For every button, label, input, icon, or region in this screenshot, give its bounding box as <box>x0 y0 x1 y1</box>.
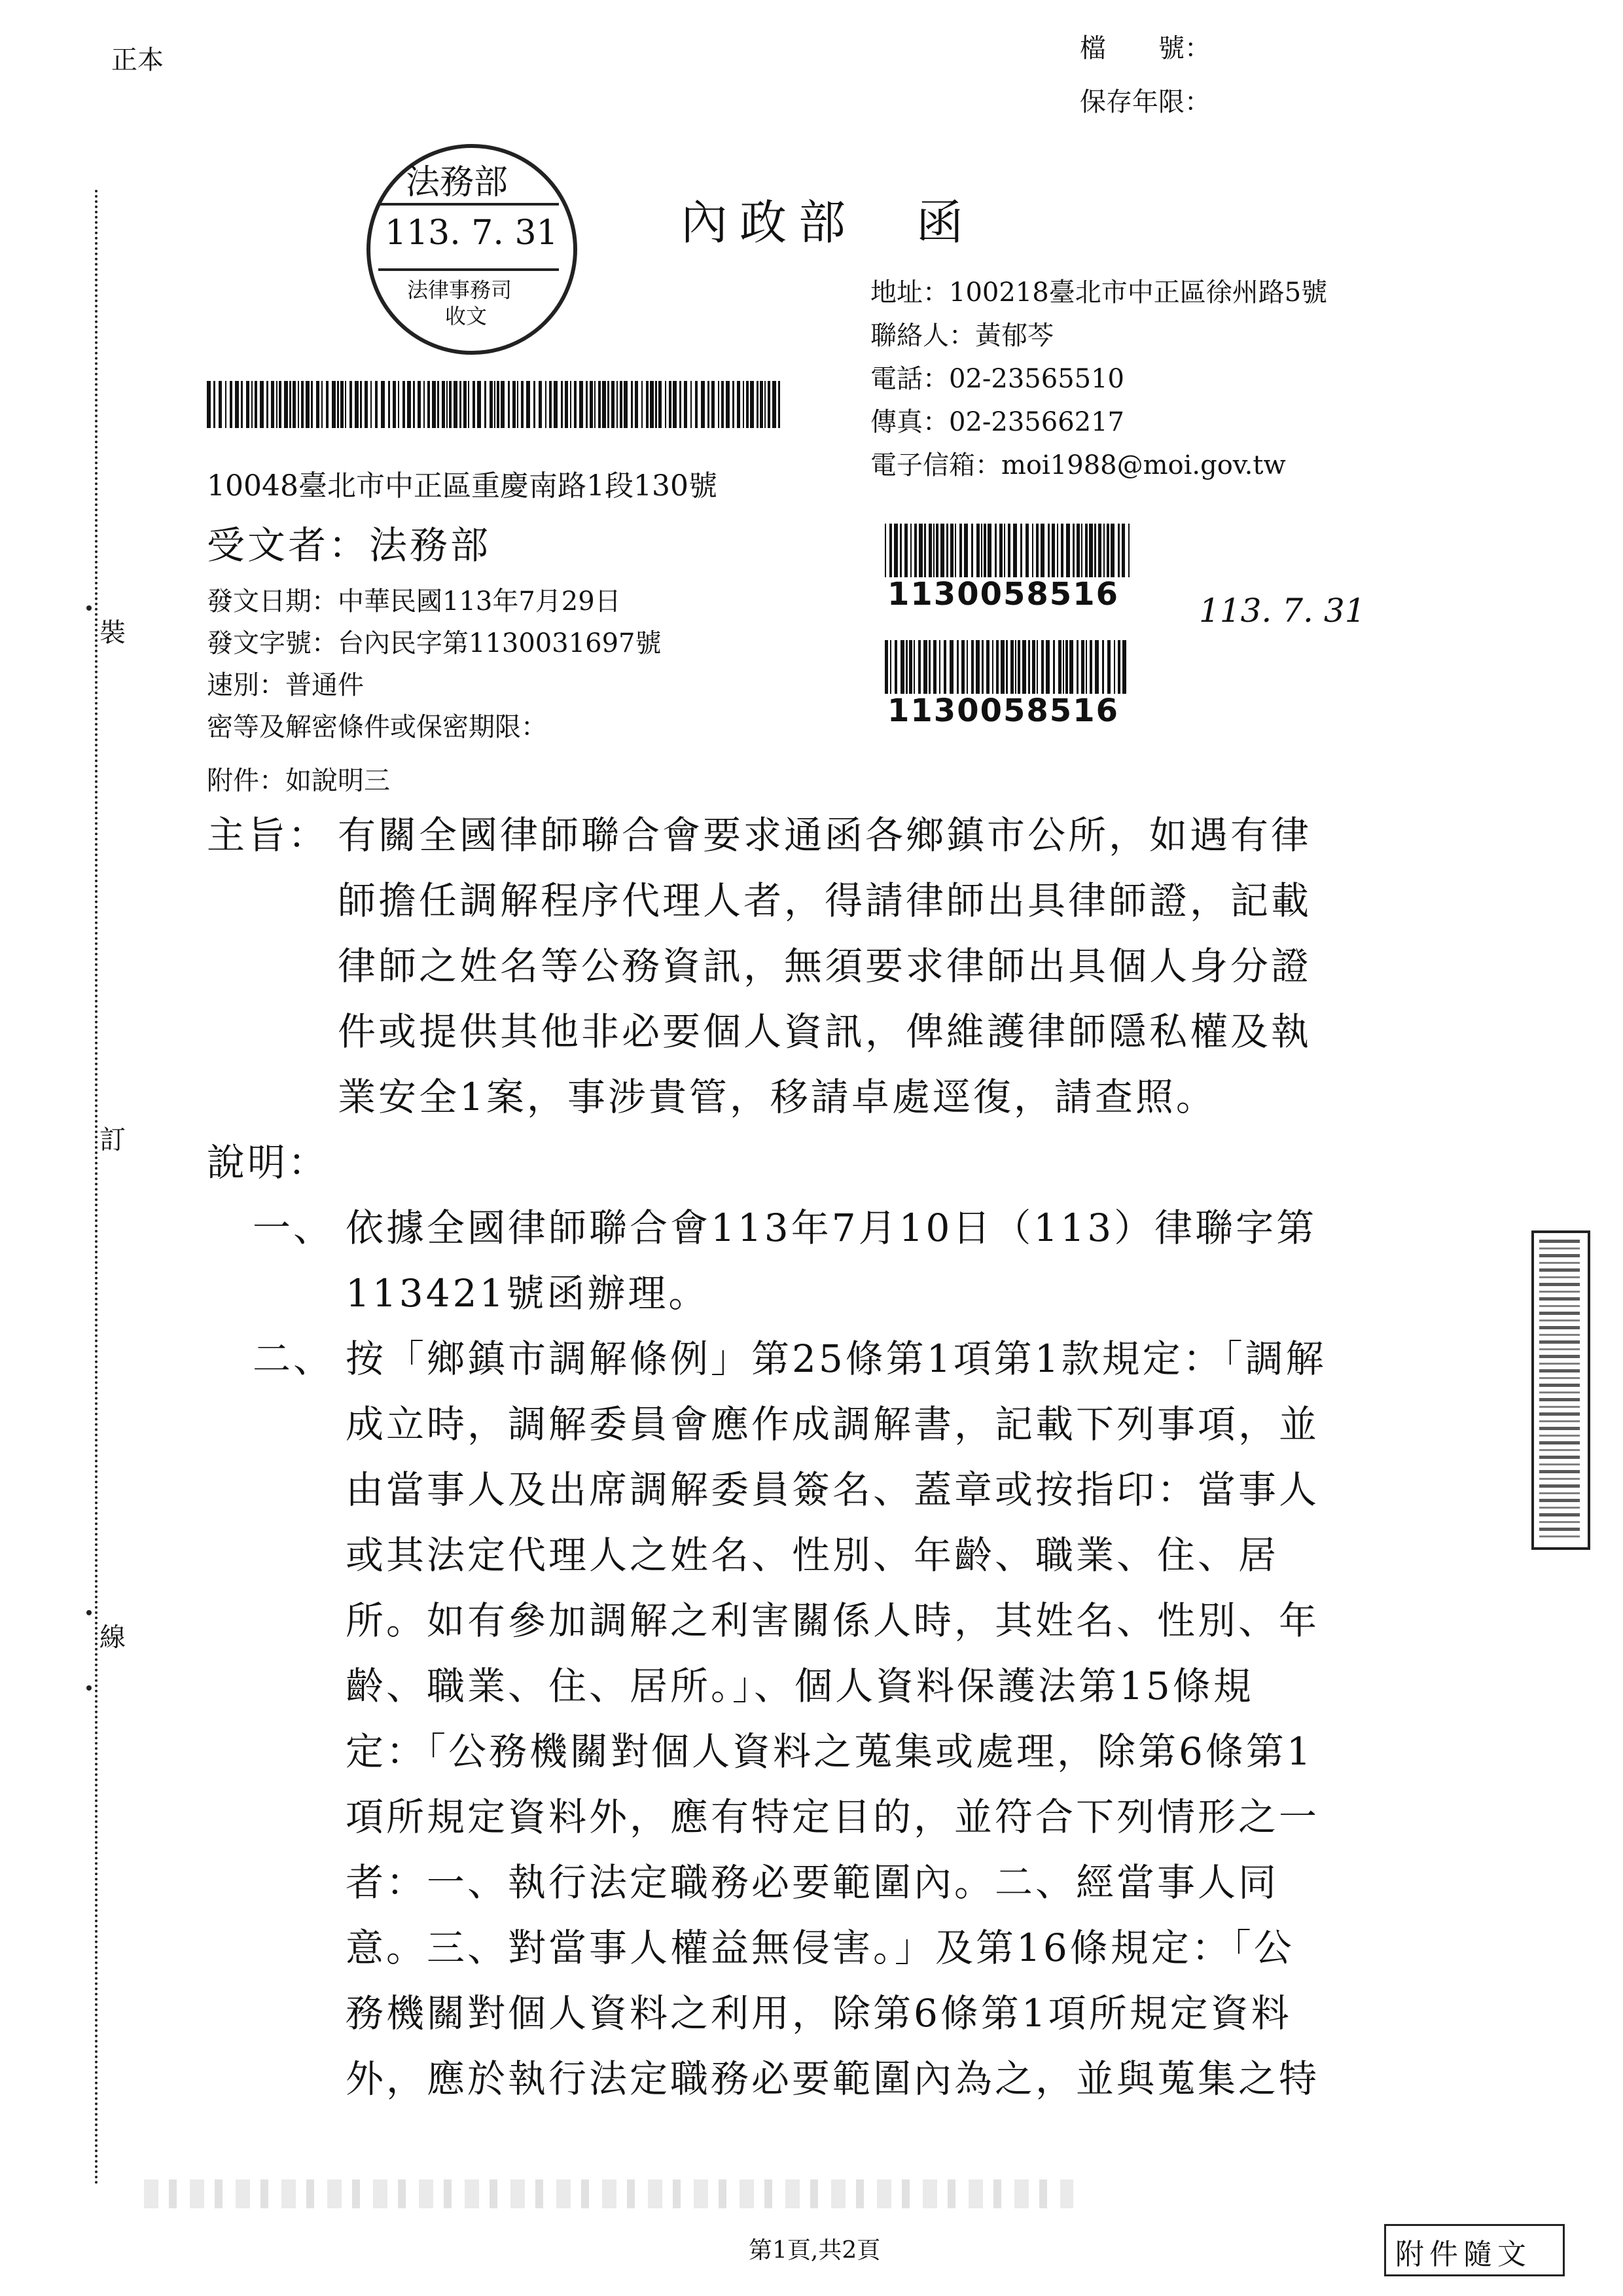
barcode-bar <box>598 381 601 428</box>
barcode-bar <box>635 381 638 428</box>
barcode-bar <box>586 381 588 428</box>
barcode-bar <box>1086 640 1087 694</box>
barcode-bar <box>463 381 467 428</box>
barcode-bar <box>442 381 445 428</box>
barcode-bar <box>388 381 390 428</box>
barcode-bar <box>1107 524 1109 577</box>
barcode-bar <box>490 381 493 428</box>
barcode-bar <box>570 381 571 428</box>
explanation-line: 或其法定代理人之姓名、性別、年齡、職業、住、居 <box>346 1533 1279 1577</box>
barcode-bar <box>521 381 524 428</box>
barcode-bar <box>402 381 405 428</box>
stamp-date: 113. 7. 31 <box>385 213 558 253</box>
stamp-divider <box>378 268 559 271</box>
barcode-bar <box>326 381 329 428</box>
barcode-bar <box>894 524 898 577</box>
barcode-bar <box>1041 524 1044 577</box>
barcode-bar <box>533 381 535 428</box>
barcode-bar <box>914 640 915 694</box>
barcode-bar <box>918 640 921 694</box>
barcode-bar <box>768 381 770 428</box>
barcode-bar <box>658 381 662 428</box>
barcode-bar <box>484 381 486 428</box>
explanation-line: 定：「公務機關對個人資料之蒐集或處理，除第6條第1 <box>346 1729 1313 1774</box>
barcode-bar <box>746 381 749 428</box>
barcode-bar <box>1102 640 1104 694</box>
page-number: 第1頁,共2頁 <box>749 2237 881 2264</box>
handwritten-receipt-date: 113. 7. 31 <box>1199 592 1366 630</box>
barcode-bar <box>906 640 908 694</box>
barcode-bar <box>1046 640 1050 694</box>
binding-dotted-line <box>95 190 98 2186</box>
barcode-bar <box>946 524 948 577</box>
barcode-bar <box>950 640 954 694</box>
barcode-bar <box>454 381 457 428</box>
binding-mark-zhuang: 裝 <box>99 612 126 649</box>
barcode-bar <box>1118 524 1120 577</box>
barcode-bar <box>624 381 628 428</box>
barcode-bar <box>1089 524 1093 577</box>
barcode-bar <box>1004 524 1005 577</box>
binding-dot <box>86 1685 92 1691</box>
barcode-bar <box>1020 524 1022 577</box>
barcode-bar <box>988 524 991 577</box>
barcode-bar <box>1094 524 1096 577</box>
barcode-bar <box>494 381 495 428</box>
barcode-bar <box>602 381 606 428</box>
barcode-bar <box>473 381 475 428</box>
barcode-bar <box>764 381 766 428</box>
barcode-bar <box>1006 640 1008 694</box>
barcode-bar <box>929 640 931 694</box>
subject-label: 主旨： <box>207 813 329 857</box>
subject-line: 律師之姓名等公務資訊，無須要求律師出具個人身分證 <box>338 944 1312 988</box>
explanation-line: 由當事人及出席調解委員簽名、蓋章或按指印：當事人 <box>346 1467 1320 1512</box>
barcode-bar <box>976 524 980 577</box>
barcode-bar <box>235 381 239 428</box>
barcode-bar <box>561 381 563 428</box>
barcode-bar <box>219 381 222 428</box>
barcode-bar <box>904 524 908 577</box>
barcode-bar <box>365 381 368 428</box>
barcode-bar <box>711 381 715 428</box>
barcode-bar <box>933 640 936 694</box>
barcode-bar <box>1058 640 1061 694</box>
sender-phone: 電話：02-23565510 <box>870 364 1125 394</box>
barcode-bar <box>1077 524 1080 577</box>
explanation-line: 齡、職業、住、居所。」、個人資料保護法第15條規 <box>346 1664 1254 1708</box>
barcode-bar <box>1008 524 1010 577</box>
barcode-bar <box>964 524 968 577</box>
barcode-bar <box>539 381 542 428</box>
barcode-bar <box>737 381 740 428</box>
barcode-bar <box>1013 524 1017 577</box>
receipt-barcode-number-1: 1130058516 <box>887 576 1119 613</box>
attachment-stamp-text: 附件隨文 <box>1395 2238 1531 2271</box>
barcode-bar <box>345 381 346 428</box>
mailing-barcode <box>207 381 783 428</box>
barcode-bar <box>579 381 583 428</box>
barcode-bar <box>301 381 304 428</box>
barcode-bar <box>1065 640 1068 694</box>
barcode-bar <box>1077 640 1079 694</box>
barcode-bar <box>1122 640 1126 694</box>
barcode-bar <box>437 381 439 428</box>
barcode-bar <box>501 381 505 428</box>
barcode-bar <box>885 640 888 694</box>
barcode-bar <box>311 381 313 428</box>
barcode-bar <box>266 381 268 428</box>
security-level: 密等及解密條件或保密期限： <box>207 712 547 742</box>
explanation-line: 意。三、對當事人權益無侵害。」及第16條規定：「公 <box>346 1926 1294 1970</box>
barcode-bar <box>778 381 780 428</box>
barcode-bar <box>1018 640 1020 694</box>
barcode-bar <box>669 381 671 428</box>
barcode-bar <box>984 524 986 577</box>
barcode-bar <box>497 381 499 428</box>
barcode-bar <box>360 381 362 428</box>
document-number: 發文字號：台內民字第1130031697號 <box>207 628 662 658</box>
barcode-bar <box>957 640 959 694</box>
barcode-bar <box>1057 524 1058 577</box>
barcode-bar <box>690 381 692 428</box>
barcode-bar <box>446 381 448 428</box>
barcode-bar <box>594 381 596 428</box>
faded-scan-residue <box>144 2179 1073 2208</box>
barcode-bar <box>207 381 211 428</box>
binding-dot <box>86 1610 92 1615</box>
barcode-bar <box>1111 524 1115 577</box>
barcode-bar <box>1103 524 1105 577</box>
barcode-bar <box>230 381 232 428</box>
barcode-bar <box>1037 640 1038 694</box>
subject-line: 件或提供其他非必要個人資訊，俾維護律師隱私權及執 <box>338 1009 1312 1054</box>
barcode-bar <box>996 640 999 694</box>
barcode-bar <box>665 381 666 428</box>
recipient: 受文者：法務部 <box>207 523 491 567</box>
barcode-bar <box>1128 524 1130 577</box>
barcode-bar <box>1107 640 1111 694</box>
barcode-bar <box>381 381 385 428</box>
barcode-bar <box>1022 640 1026 694</box>
barcode-bar <box>967 640 968 694</box>
barcode-bar <box>939 640 940 694</box>
barcode-bar <box>1098 524 1101 577</box>
barcode-bar <box>981 524 982 577</box>
explanation-item-marker: 二、 <box>253 1336 334 1381</box>
barcode-bar <box>1081 640 1084 694</box>
barcode-bar <box>407 381 411 428</box>
barcode-bar <box>1053 640 1055 694</box>
recipient-address: 10048臺北市中正區重慶南路1段130號 <box>207 469 717 503</box>
sender-fax: 傳真：02-23566217 <box>870 407 1125 437</box>
barcode-bar <box>940 524 944 577</box>
barcode-bar <box>971 640 974 694</box>
barcode-bar <box>1041 640 1044 694</box>
barcode-bar <box>1048 524 1050 577</box>
barcode-bar <box>650 381 654 428</box>
barcode-bar <box>276 381 277 428</box>
barcode-bar <box>284 381 288 428</box>
barcode-bar <box>910 524 912 577</box>
barcode-bar <box>293 381 296 428</box>
barcode-bar <box>923 640 927 694</box>
subject-line: 有關全國律師聯合會要求通函各鄉鎮市公所，如遇有律 <box>338 813 1312 857</box>
stamp-dept: 法律事務司 <box>407 278 512 302</box>
barcode-bar <box>449 381 452 428</box>
explanation-line: 依據全國律師聯合會113年7月10日（113）律聯字第 <box>346 1206 1317 1250</box>
receipt-barcode-2 <box>885 640 1133 694</box>
barcode-bar <box>718 381 719 428</box>
barcode-bar <box>225 381 226 428</box>
barcode-bar <box>679 381 681 428</box>
barcode-bar <box>375 381 378 428</box>
barcode-bar <box>900 524 902 577</box>
barcode-bar <box>393 381 396 428</box>
original-copy-label: 正本 <box>111 45 164 75</box>
explanation-line: 成立時，調解委員會應作成調解書，記載下列事項，並 <box>346 1402 1320 1446</box>
explanation-line: 外，應於執行法定職務必要範圍內為之，並與蒐集之特 <box>346 2056 1320 2101</box>
binding-dot <box>86 605 92 611</box>
barcode-bar <box>961 640 965 694</box>
barcode-bar <box>611 381 615 428</box>
barcode-bar <box>959 524 962 577</box>
barcode-bar <box>279 381 281 428</box>
barcode-bar <box>332 381 336 428</box>
issue-date: 發文日期：中華民國113年7月29日 <box>207 586 621 617</box>
barcode-bar <box>732 381 734 428</box>
barcode-bar <box>526 381 530 428</box>
barcode-bar <box>1081 524 1082 577</box>
barcode-bar <box>631 381 633 428</box>
barcode-bar <box>1032 640 1035 694</box>
barcode-bar <box>726 381 730 428</box>
barcode-bar <box>316 381 319 428</box>
barcode-bar <box>1073 524 1075 577</box>
barcode-bar <box>355 381 359 428</box>
barcode-bar <box>549 381 552 428</box>
barcode-bar <box>889 524 892 577</box>
barcode-bar <box>1114 640 1115 694</box>
barcode-bar <box>1118 640 1120 694</box>
sender-contact: 聯絡人：黃郁芩 <box>870 321 1054 351</box>
barcode-bar <box>721 381 724 428</box>
attachment-info: 附件：如說明三 <box>207 766 390 796</box>
binding-mark-ding: 訂 <box>99 1119 126 1157</box>
explanation-item-marker: 一、 <box>253 1206 334 1250</box>
binding-mark-xian: 線 <box>99 1617 126 1654</box>
barcode-bar <box>1026 524 1029 577</box>
barcode-bar <box>684 381 687 428</box>
barcode-bar <box>1028 640 1030 694</box>
barcode-bar <box>423 381 425 428</box>
barcode-bar <box>241 381 243 428</box>
barcode-bar <box>673 381 677 428</box>
barcode-bar <box>418 381 421 428</box>
barcode-bar <box>1090 640 1092 694</box>
document-title: 內政部 函 <box>681 195 976 250</box>
barcode-bar <box>999 524 1003 577</box>
barcode-bar <box>641 381 643 428</box>
barcode-bar <box>655 381 657 428</box>
sender-address: 地址：100218臺北市中正區徐州路5號 <box>870 278 1328 308</box>
stamp-divider <box>378 203 559 206</box>
barcode-bar <box>349 381 352 428</box>
barcode-bar <box>750 381 754 428</box>
barcode-bar <box>321 381 323 428</box>
barcode-bar <box>545 381 546 428</box>
explanation-line: 務機關對個人資料之利用，除第6條第1項所規定資料 <box>346 1991 1292 2036</box>
barcode-bar <box>885 524 886 577</box>
file-number-label: 檔 號： <box>1080 33 1211 63</box>
barcode-bar <box>1015 640 1016 694</box>
barcode-bar <box>646 381 649 428</box>
barcode-bar <box>306 381 310 428</box>
delivery-speed: 速別：普通件 <box>207 670 364 700</box>
barcode-bar <box>701 381 705 428</box>
barcode-bar <box>890 640 891 694</box>
barcode-bar <box>432 381 436 428</box>
barcode-bar <box>944 640 946 694</box>
barcode-bar <box>370 381 372 428</box>
barcode-bar <box>508 381 510 428</box>
barcode-bar <box>695 381 698 428</box>
barcode-bar <box>427 381 430 428</box>
barcode-bar <box>743 381 744 428</box>
barcode-bar <box>986 640 990 694</box>
barcode-bar <box>616 381 618 428</box>
barcode-bar <box>971 524 973 577</box>
explanation-label: 說明： <box>207 1140 329 1185</box>
barcode-bar <box>1032 524 1033 577</box>
barcode-bar <box>620 381 622 428</box>
barcode-bar <box>1066 524 1070 577</box>
barcode-bar <box>255 381 257 428</box>
barcode-bar <box>298 381 299 428</box>
barcode-bar <box>271 381 274 428</box>
side-scan-stamp <box>1531 1230 1590 1550</box>
barcode-bar <box>760 381 763 428</box>
barcode-bar <box>995 524 997 577</box>
barcode-bar <box>919 524 923 577</box>
explanation-line: 所。如有參加調解之利害關係人時，其姓名、性別、年 <box>346 1598 1320 1643</box>
explanation-line: 113421號函辦理。 <box>346 1271 709 1316</box>
barcode-bar <box>517 381 518 428</box>
barcode-bar <box>337 381 339 428</box>
barcode-bar <box>914 524 917 577</box>
barcode-bar <box>607 381 609 428</box>
barcode-bar <box>924 524 926 577</box>
barcode-bar <box>895 640 897 694</box>
barcode-bar <box>772 381 776 428</box>
barcode-bar <box>1063 640 1064 694</box>
barcode-bar <box>413 381 415 428</box>
barcode-bar <box>1095 640 1099 694</box>
barcode-bar <box>1069 640 1073 694</box>
explanation-line: 項所規定資料外，應有特定目的，並符合下列情形之一 <box>346 1795 1320 1839</box>
barcode-bar <box>1001 640 1005 694</box>
barcode-bar <box>1052 524 1055 577</box>
explanation-line: 按「鄉鎮市調解條例」第25條第1項第1款規定：「調解 <box>346 1336 1327 1381</box>
barcode-bar <box>246 381 249 428</box>
barcode-bar <box>590 381 593 428</box>
barcode-bar <box>955 524 956 577</box>
receipt-barcode-number-2: 1130058516 <box>887 692 1119 729</box>
barcode-bar <box>574 381 577 428</box>
barcode-bar <box>976 640 980 694</box>
barcode-bar <box>213 381 215 428</box>
barcode-bar <box>289 381 291 428</box>
barcode-bar <box>707 381 709 428</box>
barcode-bar <box>260 381 264 428</box>
subject-line: 師擔任調解程序代理人者，得請律師出具律師證，記載 <box>338 878 1312 923</box>
barcode-bar <box>950 524 954 577</box>
barcode-bar <box>398 381 399 428</box>
barcode-bar <box>1036 524 1039 577</box>
explanation-line: 者：一、執行法定職務必要範圍內。二、經當事人同 <box>346 1860 1279 1905</box>
barcode-bar <box>982 640 984 694</box>
barcode-bar <box>929 524 932 577</box>
retention-period-label: 保存年限： <box>1080 87 1211 117</box>
barcode-bar <box>933 524 935 577</box>
barcode-bar <box>757 381 758 428</box>
barcode-bar <box>1085 524 1088 577</box>
receipt-barcode-1 <box>885 524 1133 577</box>
subject-line: 業安全1案，事涉貴管，移請卓處逕復，請查照。 <box>338 1075 1217 1119</box>
sender-email: 電子信箱：moi1988@moi.gov.tw <box>870 450 1286 480</box>
barcode-bar <box>1061 524 1063 577</box>
barcode-bar <box>909 640 912 694</box>
barcode-bar <box>901 640 904 694</box>
barcode-bar <box>512 381 516 428</box>
barcode-bar <box>459 381 461 428</box>
barcode-bar <box>1122 524 1125 577</box>
barcode-bar <box>477 381 481 428</box>
barcode-bar <box>565 381 568 428</box>
barcode-bar <box>468 381 469 428</box>
barcode-bar <box>340 381 344 428</box>
barcode-bar <box>992 640 993 694</box>
barcode-bar <box>936 524 938 577</box>
barcode-bar <box>251 381 253 428</box>
stamp-org: 法務部 <box>406 163 508 202</box>
side-scan-stamp-pattern <box>1539 1240 1580 1538</box>
stamp-type: 收文 <box>445 304 488 329</box>
barcode-bar <box>554 381 558 428</box>
barcode-bar <box>1010 640 1014 694</box>
